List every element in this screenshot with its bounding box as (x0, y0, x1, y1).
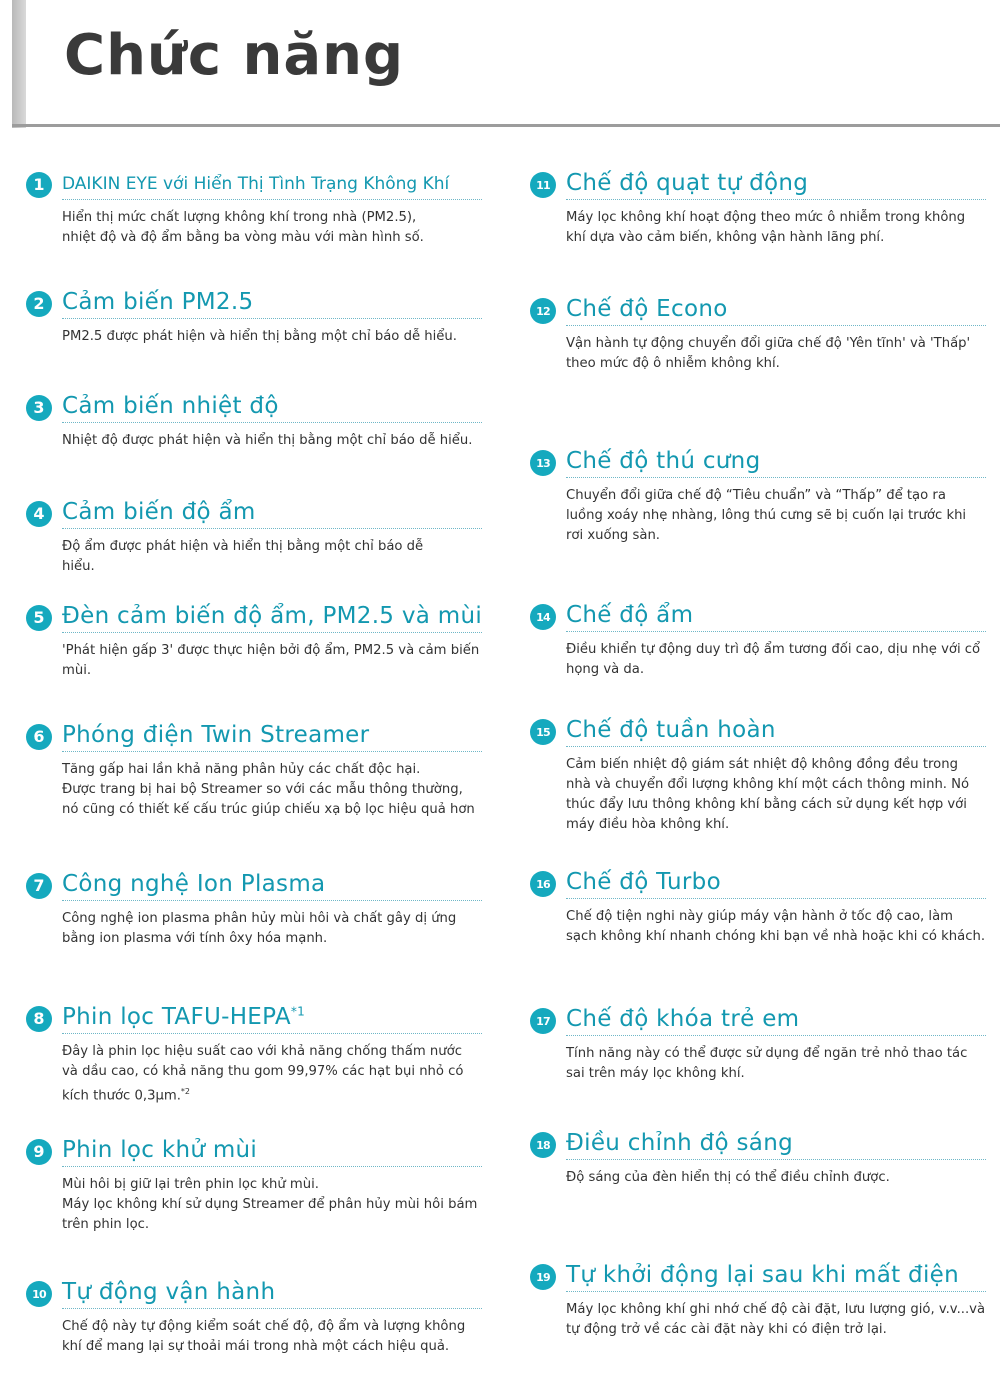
feature-item (26, 495, 482, 577)
feature-description (62, 1042, 482, 1106)
feature-description (566, 907, 986, 947)
feature-header (26, 1133, 482, 1167)
feature-item (26, 599, 482, 681)
feature-title: Tự khởi động lại sau khi mất điện (566, 1261, 959, 1288)
description-line: Chế độ này tự động kiểm soát chế độ, độ ẩm và lượng không khí để mang lại sự thoải mái trong nhà một cách hiệu quả. (62, 1319, 466, 1354)
title-underline (566, 1159, 986, 1160)
feature-header (26, 285, 482, 319)
title-divider (12, 124, 1000, 127)
feature-header (26, 1000, 482, 1034)
feature-item (530, 444, 986, 546)
title-underline (62, 900, 482, 901)
feature-header (26, 389, 482, 423)
feature-header (26, 166, 482, 200)
feature-number-badge: 8 (26, 1006, 52, 1032)
feature-description (62, 760, 482, 820)
feature-title: DAIKIN EYE với Hiển Thị Tình Trạng Không Khí (62, 174, 450, 195)
feature-description (62, 1175, 482, 1235)
feature-header (530, 1002, 986, 1036)
feature-header (26, 1275, 482, 1309)
description-line: Được trang bị hai bộ Streamer so với các mẫu thông thường, nó cũng có thiết kế cấu trúc giúp chiếu xạ bộ lọc hiệu quả hơn (62, 782, 475, 817)
feature-item (530, 865, 986, 947)
feature-description (62, 909, 482, 949)
feature-description (566, 640, 986, 680)
page-title: Chức năng (64, 23, 405, 88)
header-accent-bar (12, 0, 26, 128)
feature-description (566, 755, 986, 835)
feature-title: Điều chỉnh độ sáng (566, 1129, 793, 1156)
feature-number-badge: 6 (26, 724, 52, 750)
feature-header (26, 718, 482, 752)
feature-title: Cảm biến PM2.5 (62, 288, 254, 315)
feature-item (530, 1258, 986, 1340)
title-underline (62, 422, 482, 423)
description-line: Cảm biến nhiệt độ giám sát nhiệt độ không đồng đều trong nhà và chuyển đổi lượng không khí một cách thông minh. Nó thúc đẩy lưu thông không khí bằng cách sử dụng kết hợp với máy điều hòa không khí. (566, 757, 970, 832)
feature-description (566, 334, 986, 374)
feature-title: Cảm biến nhiệt độ (62, 392, 279, 419)
feature-item (26, 389, 482, 451)
feature-number-badge: 5 (26, 605, 52, 631)
feature-header (530, 444, 986, 478)
feature-number-badge: 12 (530, 298, 556, 324)
feature-number-badge: 17 (530, 1008, 556, 1034)
description-line: Tính năng này có thể được sử dụng để ngăn trẻ nhỏ thao tác sai trên máy lọc không khí. (566, 1046, 968, 1081)
feature-number-badge: 11 (530, 172, 556, 198)
description-line: Vận hành tự động chuyển đổi giữa chế độ 'Yên tĩnh' và 'Thấp' theo mức độ ô nhiễm không khí. (566, 336, 971, 371)
description-line: Độ sáng của đèn hiển thị có thể điều chỉnh được. (566, 1170, 890, 1185)
title-underline (566, 746, 986, 747)
title-underline (566, 1291, 986, 1292)
title-underline (62, 632, 482, 633)
feature-header (530, 598, 986, 632)
feature-header (530, 292, 986, 326)
feature-description (566, 1044, 986, 1084)
feature-title: Phóng điện Twin Streamer (62, 721, 370, 748)
feature-item (26, 285, 482, 347)
description-line: Chế độ tiện nghi này giúp máy vận hành ở tốc độ cao, làm sạch không khí nhanh chóng khi bạn về nhà hoặc khi có khách. (566, 909, 986, 944)
feature-header (26, 599, 482, 633)
feature-number-badge: 4 (26, 501, 52, 527)
feature-number-badge: 10 (26, 1281, 52, 1307)
description-line: Đây là phin lọc hiệu suất cao với khả năng chống thấm nước và dầu cao, có khả năng thu gom 99,97% các hạt bụi nhỏ có kích thước 0,3µm.$^{*2}$ (62, 1044, 464, 1104)
feature-description (62, 208, 450, 248)
feature-description (566, 1300, 986, 1340)
footnote-marker: *1 (290, 1004, 306, 1019)
title-underline (62, 318, 482, 319)
feature-header (530, 1126, 986, 1160)
feature-title: Chế độ ẩm (566, 601, 694, 628)
feature-title: Chế độ tuần hoàn (566, 716, 776, 743)
feature-item (530, 1002, 986, 1084)
feature-title: Chế độ Econo (566, 295, 728, 322)
feature-title: Chế độ khóa trẻ em (566, 1005, 800, 1032)
title-underline (566, 1035, 986, 1036)
description-line: Độ ẩm được phát hiện và hiển thị bằng một chỉ báo dễ hiểu. (62, 539, 424, 574)
feature-number-badge: 14 (530, 604, 556, 630)
feature-item (530, 1126, 986, 1188)
description-line: Mùi hôi bị giữ lại trên phin lọc khử mùi. (62, 1177, 319, 1192)
feature-number-badge: 13 (530, 450, 556, 476)
feature-header (530, 713, 986, 747)
feature-description (62, 537, 432, 577)
feature-item (26, 718, 482, 820)
feature-title: Chế độ quạt tự động (566, 169, 809, 196)
title-underline (566, 199, 986, 200)
feature-number-badge: 7 (26, 873, 52, 899)
feature-item (26, 1133, 482, 1235)
description-line: Điều khiển tự động duy trì độ ẩm tương đối cao, dịu nhẹ với cổ họng và da. (566, 642, 981, 677)
title-underline (62, 199, 482, 200)
feature-title: Chế độ Turbo (566, 868, 721, 895)
feature-description (566, 1168, 986, 1188)
description-line: Máy lọc không khí sử dụng Streamer để phân hủy mùi hôi bám trên phin lọc. (62, 1197, 478, 1232)
feature-description (62, 1317, 482, 1357)
feature-title: Chế độ thú cưng (566, 447, 761, 474)
feature-description (62, 641, 482, 681)
title-underline (62, 1033, 482, 1034)
feature-item (530, 166, 986, 248)
description-line: Tăng gấp hai lần khả năng phân hủy các chất độc hại. (62, 762, 421, 777)
feature-number-badge: 3 (26, 395, 52, 421)
description-line: Máy lọc không khí hoạt động theo mức ô nhiễm trong không khí dựa vào cảm biến, không vận hành lãng phí. (566, 210, 966, 245)
feature-title: Tự động vận hành (62, 1278, 276, 1305)
feature-number-badge: 9 (26, 1139, 52, 1165)
feature-header (26, 495, 482, 529)
feature-title: Phin lọc TAFU-HEPA$^{*1}$ (62, 1003, 306, 1030)
feature-description (62, 327, 482, 347)
feature-header (530, 865, 986, 899)
feature-number-badge: 18 (530, 1132, 556, 1158)
title-underline (566, 325, 986, 326)
feature-number-badge: 2 (26, 291, 52, 317)
feature-description (566, 208, 986, 248)
title-underline (566, 477, 986, 478)
feature-number-badge: 16 (530, 871, 556, 897)
feature-number-badge: 19 (530, 1264, 556, 1290)
feature-number-badge: 15 (530, 719, 556, 745)
feature-title: Cảm biến độ ẩm (62, 498, 256, 525)
feature-description (62, 431, 482, 451)
feature-title: Công nghệ Ion Plasma (62, 870, 326, 897)
description-line: 'Phát hiện gấp 3' được thực hiện bởi độ ẩm, PM2.5 và cảm biến mùi. (62, 643, 480, 678)
description-line: Công nghệ ion plasma phân hủy mùi hôi và chất gây dị ứng bằng ion plasma với tính ôxy hóa mạnh. (62, 911, 457, 946)
description-line: Máy lọc không khí ghi nhớ chế độ cài đặt, lưu lượng gió, v.v...và tự động trở về các cài đặt này khi có điện trở lại. (566, 1302, 986, 1337)
feature-item (26, 867, 482, 949)
title-underline (566, 631, 986, 632)
description-line: Chuyển đổi giữa chế độ “Tiêu chuẩn” và “Thấp” để tạo ra luồng xoáy nhẹ nhàng, lông thú cưng sẽ bị cuốn lại trước khi rơi xuống sàn. (566, 488, 967, 543)
description-line: Nhiệt độ được phát hiện và hiển thị bằng một chỉ báo dễ hiểu. (62, 433, 473, 448)
feature-item (530, 598, 986, 680)
feature-title: Phin lọc khử mùi (62, 1136, 258, 1163)
description-line: PM2.5 được phát hiện và hiển thị bằng một chỉ báo dễ hiểu. (62, 329, 457, 344)
feature-title: Đèn cảm biến độ ẩm, PM2.5 và mùi (62, 602, 483, 629)
feature-number-badge: 1 (26, 172, 52, 198)
title-underline (62, 528, 482, 529)
feature-item (530, 292, 986, 374)
footnote-marker: *2 (180, 1087, 190, 1096)
feature-item (26, 1000, 482, 1106)
title-underline (62, 1166, 482, 1167)
feature-item (530, 713, 986, 835)
feature-header (530, 166, 986, 200)
title-underline (62, 751, 482, 752)
feature-header (530, 1258, 986, 1292)
description-line: Hiển thị mức chất lượng không khí trong nhà (PM2.5), nhiệt độ và độ ẩm bằng ba vòng màu với màn hình số. (62, 210, 424, 245)
feature-description (566, 486, 986, 546)
feature-header (26, 867, 482, 901)
title-underline (566, 898, 986, 899)
title-underline (62, 1308, 482, 1309)
feature-item (26, 166, 482, 248)
feature-item (26, 1275, 482, 1357)
